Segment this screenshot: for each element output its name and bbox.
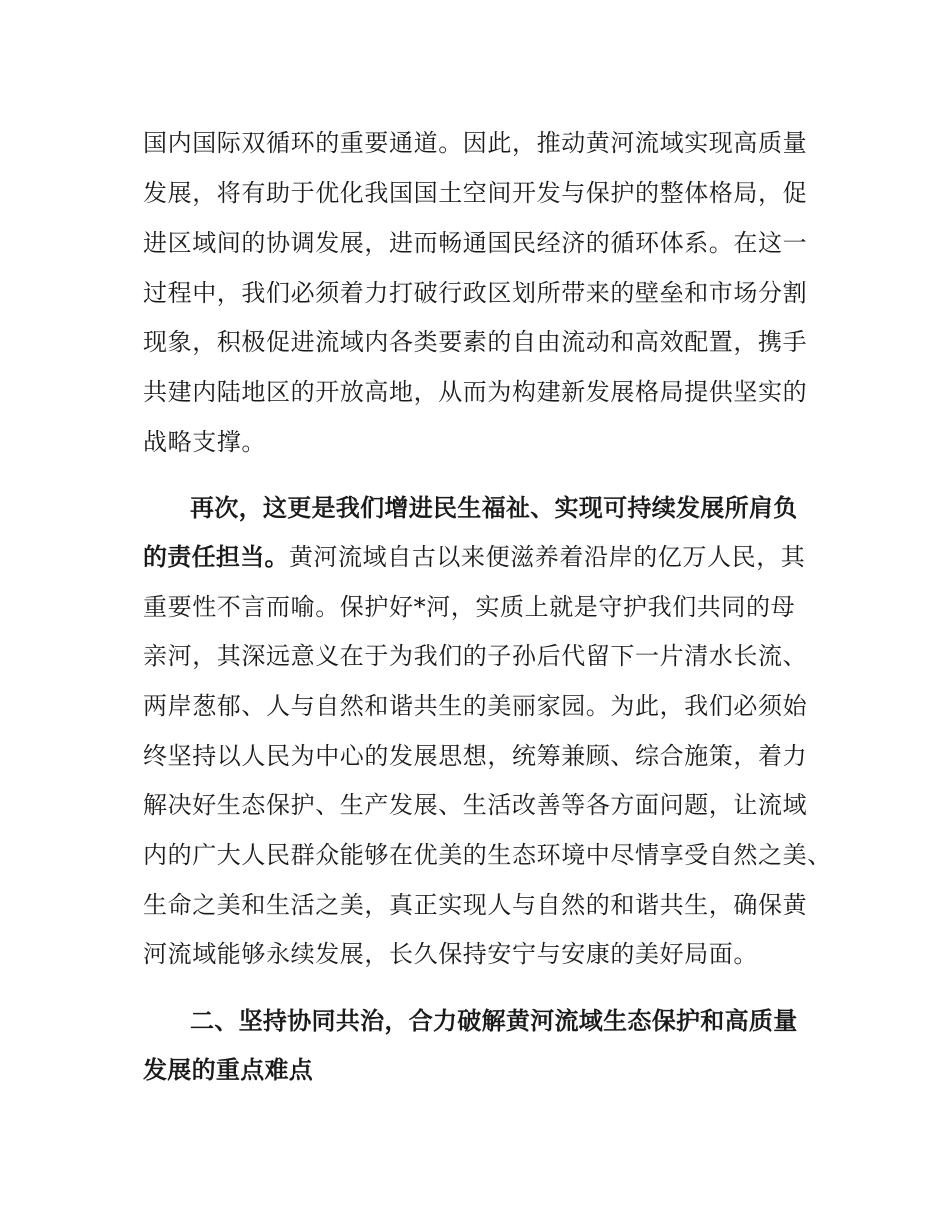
paragraph-line: 现象，积极促进流域内各类要素的自由流动和高效配置，携手 xyxy=(143,328,808,356)
paragraph-lead-heading-end: 的责任担当。 xyxy=(143,543,289,571)
section-heading: 二、坚持协同共治，合力破解黄河流域生态保护和高质量 xyxy=(190,1007,798,1035)
paragraph-line: 终坚持以人民为中心的发展思想，统筹兼顾、综合施策，着力 xyxy=(143,742,808,770)
paragraph-line-rest: 黄河流域自古以来便滋养着沿岸的亿万人民，其 xyxy=(288,543,806,571)
paragraph-line: 河流域能够永续发展，长久保持安宁与安康的美好局面。 xyxy=(143,940,758,968)
paragraph-line: 两岸葱郁、人与自然和谐共生的美丽家园。为此，我们必须始 xyxy=(143,692,808,720)
paragraph-line: 重要性不言而喻。保护好*河，实质上就是守护我们共同的母 xyxy=(143,593,796,621)
paragraph-line: 解决好生态保护、生产发展、生活改善等各方面问题，让流域 xyxy=(143,791,808,819)
paragraph-line: 发展，将有助于优化我国国土空间开发与保护的整体格局，促 xyxy=(143,179,808,207)
paragraph-line: 亲河，其深远意义在于为我们的子孙后代留下一片清水长流、 xyxy=(143,642,808,670)
paragraph-line: 内的广大人民群众能够在优美的生态环境中尽情享受自然之美、 xyxy=(143,841,832,869)
paragraph-line: 生命之美和生活之美，真正实现人与自然的和谐共生，确保黄 xyxy=(143,891,808,919)
paragraph-line: 进区域间的协调发展，进而畅通国民经济的循环体系。在这一 xyxy=(143,229,808,257)
paragraph-line: 共建内陆地区的开放高地，从而为构建新发展格局提供坚实的 xyxy=(143,378,808,406)
paragraph-line: 国内国际双循环的重要通道。因此，推动黄河流域实现高质量 xyxy=(143,129,808,157)
paragraph-lead-heading: 再次，这更是我们增进民生福祉、实现可持续发展所肩负 xyxy=(190,494,798,522)
paragraph-line xyxy=(143,541,805,573)
paragraph-line: 过程中，我们必须着力打破行政区划所带来的壁垒和市场分割 xyxy=(143,279,808,307)
section-heading-continued: 发展的重点难点 xyxy=(143,1056,314,1084)
paragraph-line: 战略支撑。 xyxy=(143,428,266,456)
